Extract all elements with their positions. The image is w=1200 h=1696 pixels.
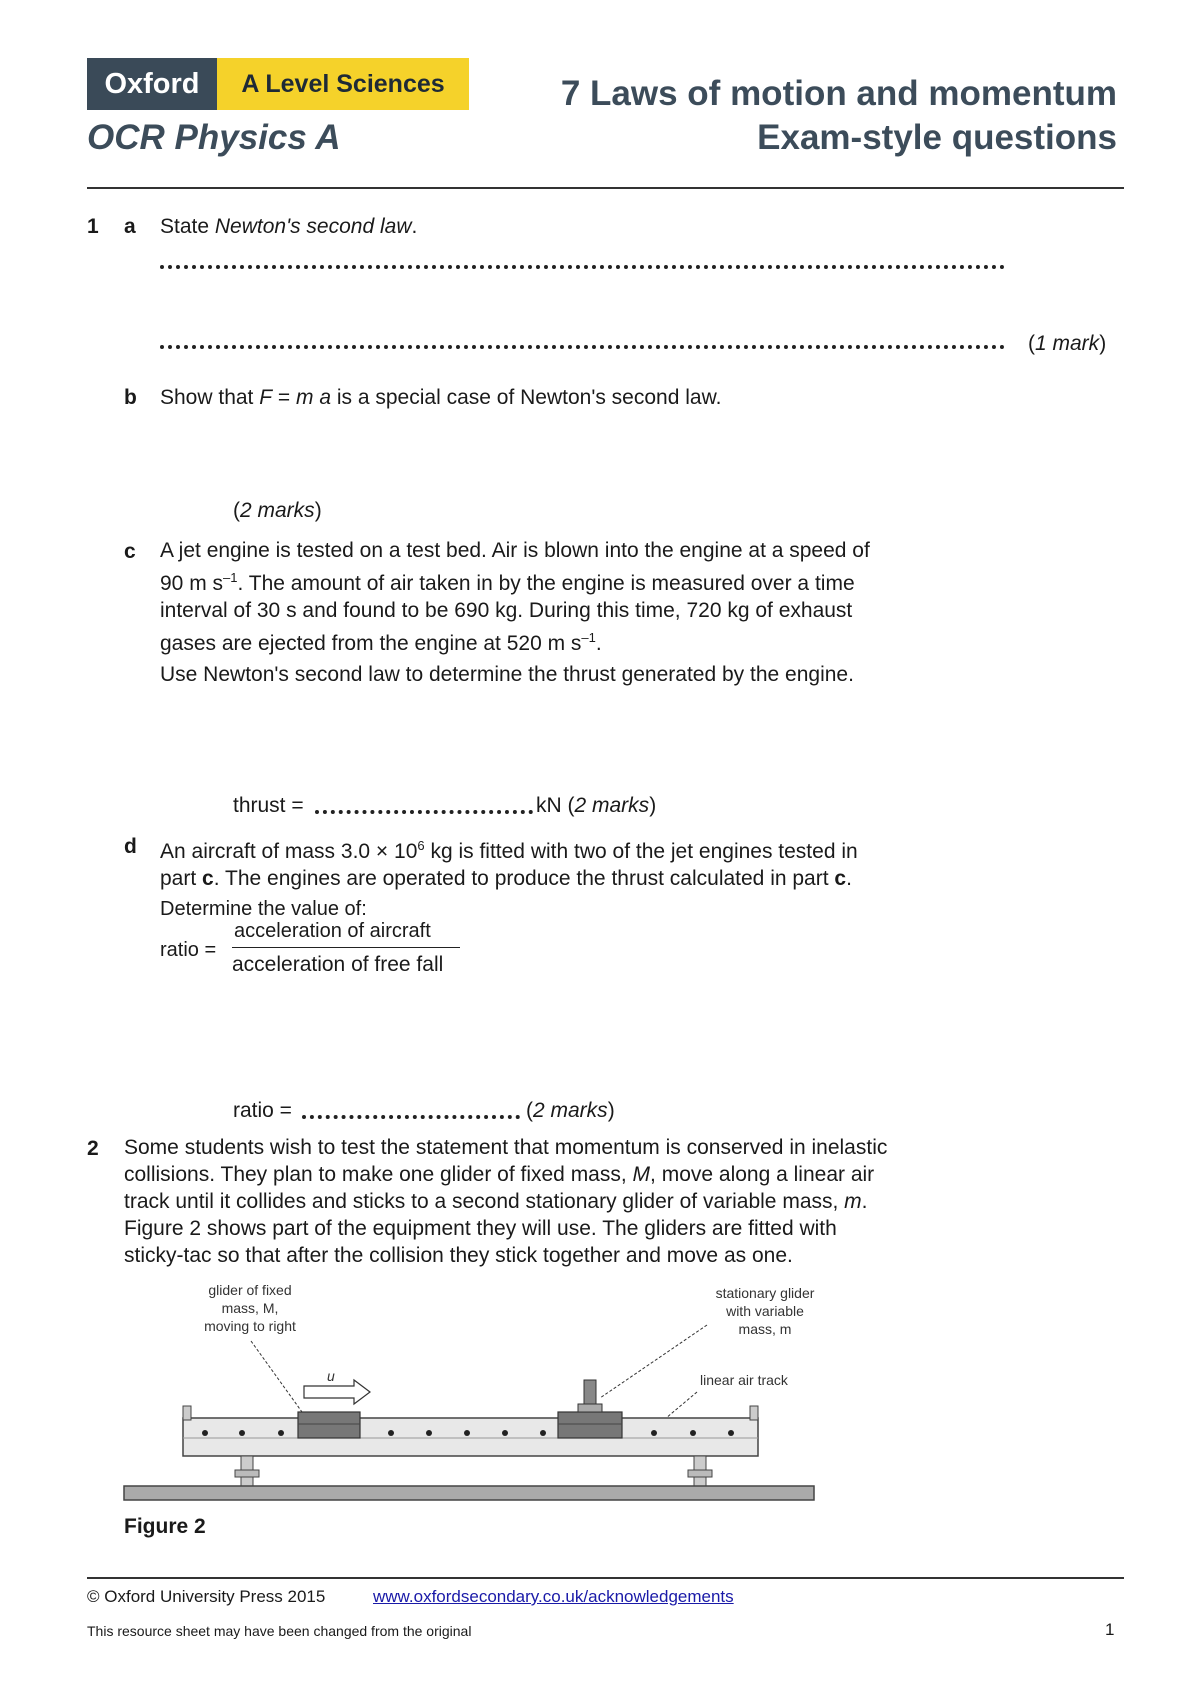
course-title: OCR Physics A	[87, 118, 341, 157]
part-label-c: c	[124, 540, 136, 563]
question-1c-text: A jet engine is tested on a test bed. Air is blown into the engine at a speed of 90 m $s^{-1}$. The amount of air taken in by the engine is measured over a time interval of 30 s and found to be 690 kg. During this time, 720 kg of exhaust gases are ejected from the engine at 520 m $s^{-1}$. Use Newton's second law to determine the thrust generated by the engine.	[160, 539, 870, 686]
leader-line-fixed-glider	[251, 1341, 302, 1412]
page-number: 1	[1105, 1620, 1115, 1639]
track-support-right	[688, 1456, 712, 1486]
bench	[124, 1486, 814, 1500]
glider-fixed-mass	[298, 1412, 360, 1438]
track-support-left	[235, 1456, 259, 1486]
question-1b-text: Show that F = m a is a special case of Newton's second law.	[160, 386, 722, 409]
label-air-track: linear air track	[700, 1372, 788, 1388]
glider-mass-post	[584, 1380, 596, 1404]
question-2-text: Some students wish to test the statement that momentum is conserved in inelastic collisions. They plan to make one glider of fixed mass, M, move along a linear air track until it collides and sticks to a second stationary glider of variable mass, m. Figure 2 shows part of the equipment they will use. The gliders are fitted with sticky-tac so that after the collision they stick together and move as one.	[124, 1136, 888, 1267]
ratio-denominator: acceleration of free fall	[232, 953, 444, 976]
page-subtitle: Exam-style questions	[757, 118, 1117, 157]
label-stationary-glider: stationary glider with variable mass, m	[715, 1285, 815, 1337]
question-1a-text: State Newton's second law.	[160, 215, 418, 238]
marks-1b: (2 marks)	[233, 499, 322, 522]
marks-1d: (2 marks)	[526, 1099, 615, 1122]
ratio-label: ratio =	[160, 939, 217, 961]
leader-line-stationary-glider	[600, 1325, 707, 1398]
acknowledgements-link[interactable]: www.oxfordsecondary.co.uk/acknowledgements	[373, 1587, 734, 1606]
figure-caption: Figure 2	[124, 1515, 206, 1538]
footer-divider	[87, 1577, 1124, 1579]
marks-1a: (1 mark)	[1028, 332, 1107, 355]
velocity-label: u	[327, 1368, 335, 1384]
question-number-1: 1	[87, 215, 99, 238]
label-fixed-glider: glider of fixed mass, M, moving to right	[204, 1282, 296, 1334]
track-end-stop-right	[750, 1406, 758, 1420]
logo-oxford: Oxford	[87, 58, 217, 110]
part-label-b: b	[124, 386, 137, 409]
part-label-a: a	[124, 215, 136, 238]
track-end-stop-left	[183, 1406, 191, 1420]
footer-note: This resource sheet may have been changed from the original	[87, 1623, 472, 1639]
glider-variable-mass	[558, 1412, 622, 1438]
question-number-2: 2	[87, 1137, 99, 1160]
ratio-numerator: acceleration of aircraft	[234, 920, 431, 942]
air-holes	[202, 1430, 734, 1436]
answer-1d-prefix: ratio =	[233, 1099, 292, 1122]
velocity-arrow	[304, 1380, 370, 1404]
answer-1c-unit: kN (2 marks)	[536, 794, 657, 817]
part-label-d: d	[124, 835, 137, 858]
answer-1c-prefix: thrust =	[233, 794, 304, 817]
chapter-title: 7 Laws of motion and momentum	[560, 74, 1117, 113]
air-track	[183, 1418, 758, 1456]
copyright: © Oxford University Press 2015	[87, 1587, 326, 1606]
logo-a-level-sciences: A Level Sciences	[217, 58, 469, 110]
question-1d-text: An aircraft of mass $3.0 \times 10^6$ kg is fitted with two of the jet engines tested in part c. The engines are operated to produce the thrust calculated in part c. Determine the value of:	[160, 838, 858, 920]
